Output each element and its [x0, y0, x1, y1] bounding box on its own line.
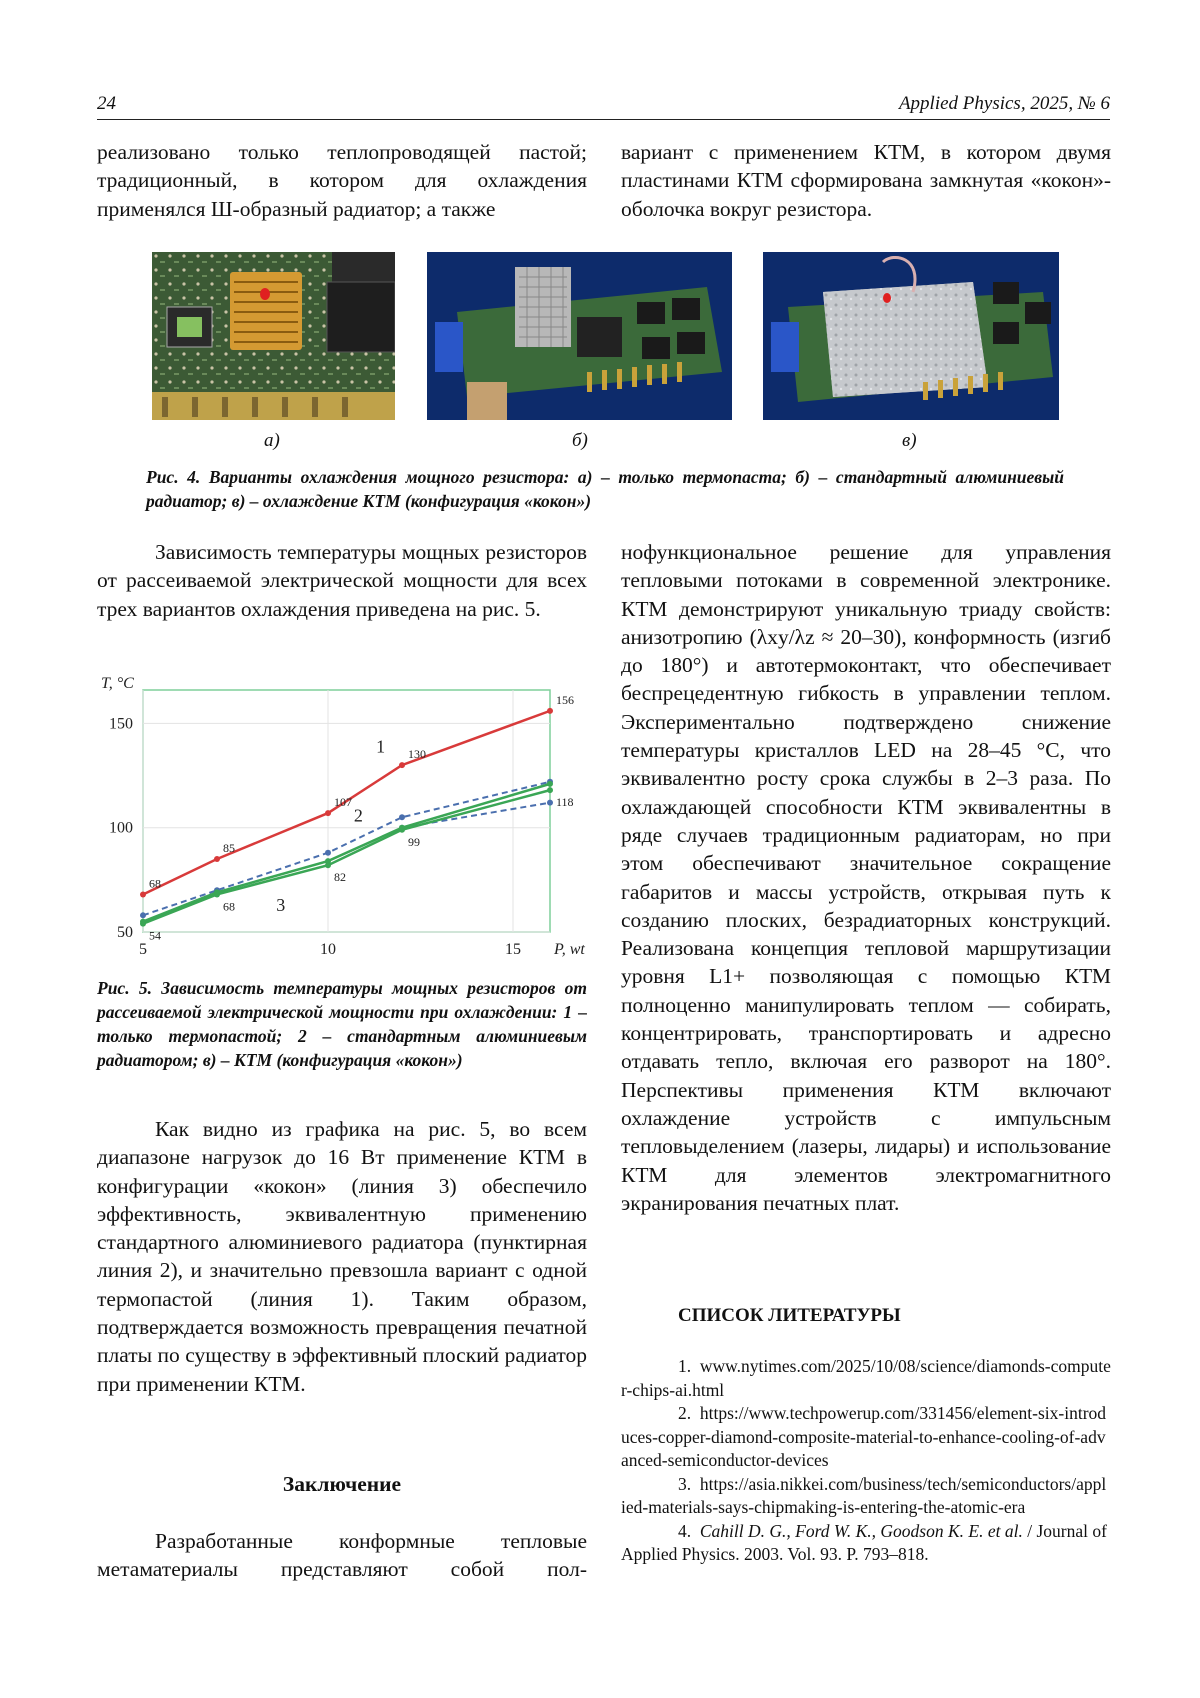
figure4-photo-a — [152, 252, 395, 420]
data-label: 156 — [556, 692, 574, 707]
line-number-label: 3 — [276, 895, 286, 916]
conclusion-column — [97, 1527, 587, 1584]
right-column — [621, 538, 1111, 1217]
data-point — [325, 850, 331, 856]
reference-number: 2. — [678, 1403, 692, 1423]
data-label: 130 — [408, 747, 426, 762]
reference-number: 3. — [678, 1473, 692, 1494]
data-point — [214, 889, 220, 895]
top-right-column — [621, 138, 1111, 223]
data-point — [399, 762, 405, 768]
data-point — [399, 814, 405, 820]
paragraph: Зависимость температуры мощных резисторов от рассеиваемой электрической мощности для всех трех вариантов охлаждения приведена на рис. 5. — [97, 540, 587, 621]
paragraph: нофункциональное решение для управления тепловыми потоками в современной электронике. КТМ демонстрируют уникальную триаду свойств: анизотропию (λxy/λz ≈ 20–30), конформность (изгиб до 180°) и автотермоконтакт, что обеспечивает беспрецедентную гибкость в управлении теплом. Экспериментально подтверждено снижение температуры кристаллов LED на 28–45 °C, что эквивалентно росту срока службы в 2–3 раза. По охлаждающей способности КТМ эквивалентны в ряде случаев традиционным радиаторам, но при этом обеспечивают значительное сокращение габаритов и массы устройств, открывая путь к созданию плоских, безрадиаторных конструкций. Реализована концепция тепловой маршрутизации уровня L1+ позволяющая с помощью КТМ полноценно манипулировать теплом — собирать, концентрировать, транспортировать и адресно отдавать тепло, включая его разворот на 180°. Перспективы применения КТМ включают охлаждение устройств с импульсным тепловыделением (лазеры, лидары) и использование КТМ для элементов электромагнитного экранирования печатных плат. — [621, 540, 1111, 1215]
y-tick-label: 150 — [109, 715, 133, 733]
reference-authors: Cahill D. G., Ford W. K., Goodson K. E. et al. — [699, 1520, 1023, 1541]
x-tick-label: 15 — [505, 941, 521, 958]
conclusion-heading: Заключение — [282, 1472, 402, 1496]
reference-item — [621, 1402, 1111, 1473]
reference-text: www.nytimes.com/2025/10/08/science/diamonds-computer-chips-ai.html — [621, 1356, 1111, 1400]
figure4-caption: Рис. 4. Варианты охлаждения мощного резистора: а) – только термопаста; б) – стандартный алюминиевый радиатор; в) – охлаждение КТМ (конфигурация «кокон») — [146, 467, 1064, 511]
figure4-label-b: б) — [572, 430, 588, 451]
data-label: 118 — [556, 795, 574, 810]
data-point — [140, 891, 146, 897]
line-number-label: 1 — [376, 736, 386, 757]
page-header — [97, 91, 1110, 120]
figure5-chart — [95, 670, 590, 960]
bottom-left-column — [97, 1115, 587, 1398]
reference-number: 1. — [678, 1356, 692, 1376]
data-point — [399, 825, 405, 831]
data-label: 99 — [408, 834, 420, 849]
data-label: 82 — [334, 870, 346, 885]
page-number: 24 — [97, 93, 116, 114]
journal-name: Applied Physics, 2025, № 6 — [898, 93, 1110, 114]
mid-left-column — [97, 538, 587, 623]
data-point — [325, 858, 331, 864]
figure4-label-a: а) — [264, 430, 280, 451]
y-tick-label: 50 — [117, 924, 133, 941]
figure4-photo-c — [763, 252, 1059, 420]
data-label: 107 — [334, 795, 352, 810]
data-point — [547, 781, 553, 787]
reference-item — [621, 1520, 1111, 1567]
data-point — [140, 919, 146, 925]
paragraph: вариант с применением КТМ, в котором двумя пластинами КТМ сформирована замкнутая «кокон»-оболочка вокруг резистора. — [621, 140, 1111, 221]
reference-item — [621, 1355, 1111, 1402]
top-left-column — [97, 138, 587, 223]
figure4-photo-b — [427, 252, 732, 420]
data-point — [547, 800, 553, 806]
chart-svg — [95, 670, 590, 960]
data-label: 68 — [223, 899, 235, 914]
references-heading: СПИСОК ЛИТЕРАТУРЫ — [678, 1305, 901, 1326]
data-point — [325, 810, 331, 816]
reference-text: https://www.techpowerup.com/331456/element-six-introduces-copper-diamond-composite-material-to-enhance-cooling-of-advanced-semiconductor-devices — [621, 1403, 1107, 1470]
data-label: 68 — [149, 876, 161, 891]
reference-item — [621, 1473, 1111, 1520]
paragraph: реализовано только теплопроводящей пастой; традиционный, в котором для охлаждения применялся Ш-образный радиатор; а также — [97, 140, 587, 221]
data-point — [140, 912, 146, 918]
y-tick-label: 100 — [109, 819, 133, 837]
data-label: 54 — [149, 928, 161, 943]
x-axis-label: P, wt — [554, 941, 585, 958]
paragraph: Разработанные конформные тепловые метаматериалы представляют собой пол- — [97, 1529, 587, 1582]
reference-text: https://asia.nikkei.com/business/tech/semiconductors/applied-materials-says-chipmaking-is-entering-the-atomic-era — [621, 1473, 1107, 1517]
references-list — [621, 1355, 1111, 1567]
figure4-label-c: в) — [902, 430, 917, 451]
data-point — [547, 787, 553, 793]
y-axis-label: T, °C — [101, 675, 134, 692]
paragraph: Как видно из графика на рис. 5, во всем диапазоне нагрузок до 16 Вт применение КТМ в конфигурации «кокон» (линия 3) обеспечило эффективность, эквивалентную применению стандартного алюминиевого радиатора (пунктирная линия 2), и значительно превзошла вариант с одной термопастой (линия 1). Таким образом, подтверждается возможность превращения печатной платы по существу в эффективный плоский радиатор при применении КТМ. — [97, 1117, 587, 1396]
x-tick-label: 10 — [320, 941, 336, 958]
data-label: 85 — [223, 840, 235, 855]
figure5-caption: Рис. 5. Зависимость температуры мощных резисторов от рассеиваемой электрической мощности при охлаждении: 1 – только термопастой; 2 – стандартным алюминиевым радиатором; в) – КТМ (конфигурация «кокон») — [97, 978, 587, 1070]
reference-text: / Journal of Applied Physics. 2003. Vol. 93. P. 793–818. — [621, 1520, 1107, 1564]
data-point — [214, 856, 220, 862]
reference-number: 4. — [678, 1520, 692, 1541]
line-number-label: 2 — [353, 805, 363, 826]
x-tick-label: 5 — [139, 941, 147, 958]
data-point — [547, 708, 553, 714]
